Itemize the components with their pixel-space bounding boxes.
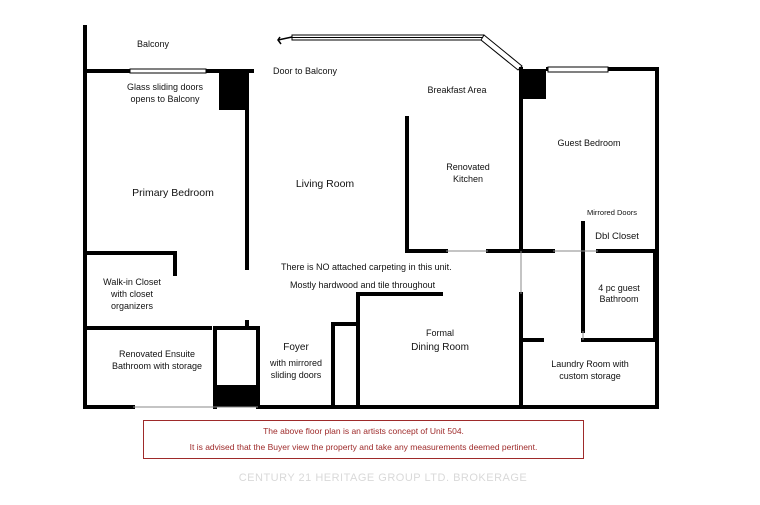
walk-in-closet-label-line2: with closet	[110, 289, 154, 299]
kitchen-label-line1: Renovated	[446, 162, 490, 172]
primary-bedroom-label: Primary Bedroom	[132, 187, 214, 199]
door-to-balcony-marker	[278, 37, 292, 44]
dining-label-line1: Formal	[425, 328, 454, 338]
breakfast-area-label: Breakfast Area	[427, 85, 487, 95]
balcony-label: Balcony	[136, 39, 170, 49]
foyer-label-line2: with mirrored	[269, 358, 322, 368]
ensuite-label-line2: Bathroom with storage	[111, 361, 203, 371]
disclaimer-line1: The above floor plan is an artists concept of Unit 504.	[263, 426, 464, 436]
foyer-label-line1: Foyer	[283, 342, 309, 353]
disclaimer-box	[143, 420, 584, 459]
guest-bath-label-line2: Bathroom	[599, 294, 639, 304]
dining-label-line2: Dining Room	[411, 342, 469, 353]
laundry-label-line1: Laundry Room with	[551, 359, 629, 369]
windows	[130, 35, 608, 73]
carpet-note-line1: There is NO attached carpeting in this unit.	[281, 262, 452, 272]
mirrored-doors-label: Mirrored Doors	[586, 208, 637, 217]
ensuite-label-line1: Renovated Ensuite	[118, 349, 196, 359]
laundry-label-line2: custom storage	[559, 371, 621, 381]
door-to-balcony-label: Door to Balcony	[272, 66, 338, 76]
walk-in-closet-label-line3: organizers	[110, 301, 154, 311]
carpet-note-line2: Mostly hardwood and tile throughout	[290, 280, 436, 290]
guest-bedroom-label: Guest Bedroom	[557, 138, 621, 148]
glass-doors-label-line2: opens to Balcony	[130, 94, 200, 104]
walk-in-closet-label-line1: Walk-in Closet	[103, 277, 161, 287]
disclaimer-line2: It is advised that the Buyer view the property and take any measurements deemed pertinent.	[189, 442, 538, 452]
dbl-closet-label: Dbl Closet	[595, 231, 639, 242]
guest-bath-label-line1: 4 pc guest	[598, 283, 640, 293]
glass-doors-label-line1: Glass sliding doors	[126, 82, 204, 92]
foyer-label-line3: sliding doors	[270, 370, 322, 380]
brokerage-watermark: CENTURY 21 HERITAGE GROUP LTD. BROKERAGE	[238, 472, 528, 484]
kitchen-label-line2: Kitchen	[452, 174, 484, 184]
living-room-label: Living Room	[295, 178, 355, 190]
